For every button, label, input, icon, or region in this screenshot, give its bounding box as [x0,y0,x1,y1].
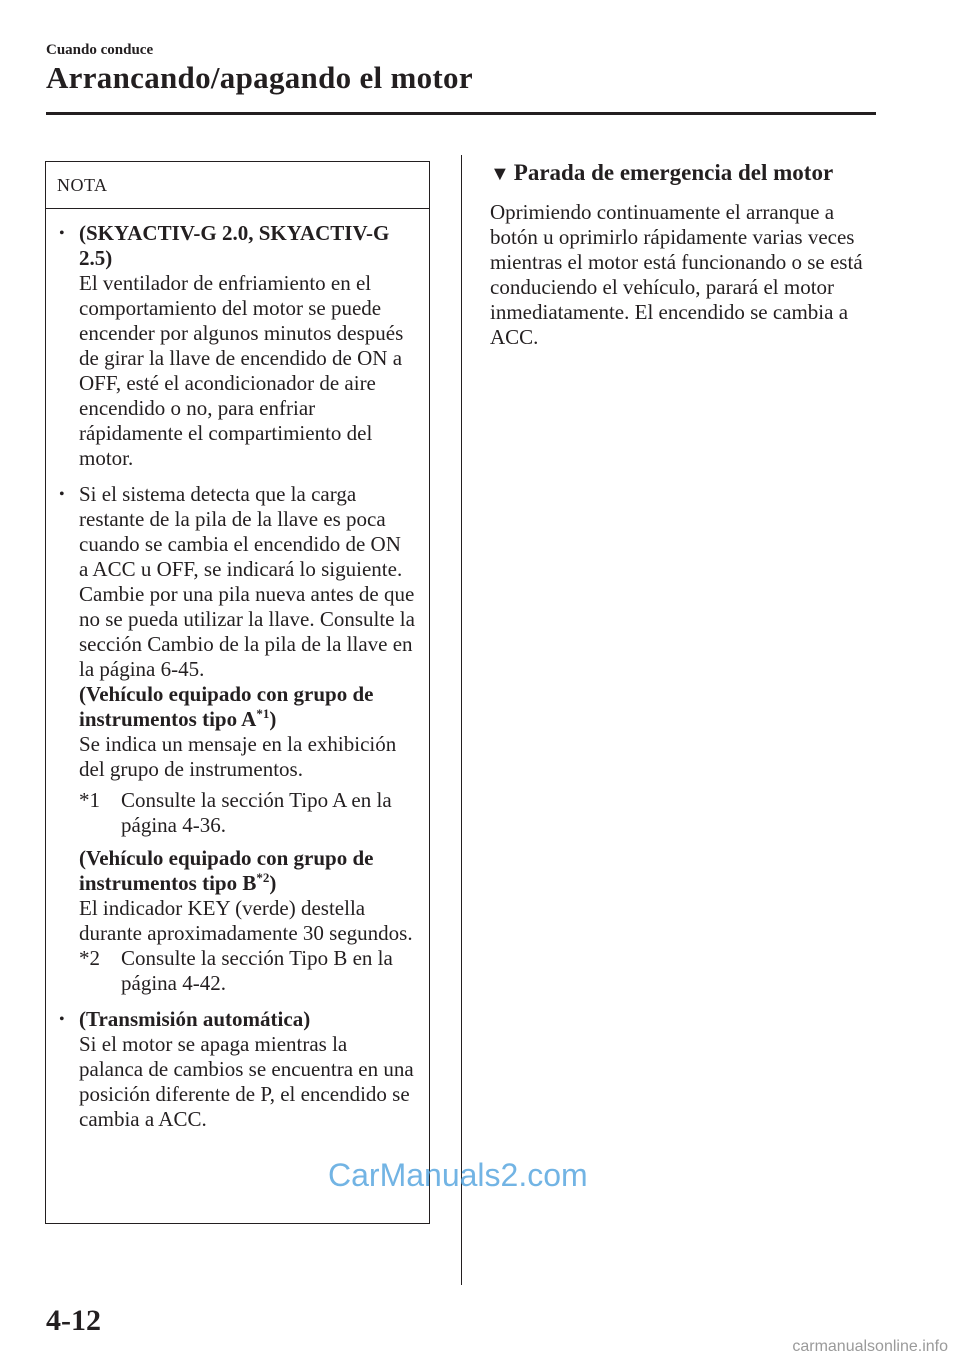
footnote-ref: *1 [256,706,270,721]
note-box [45,161,430,1224]
item-text: Si el motor se apaga mientras la palanca de cambios se encuentra en una posición diferente de P, el encendido se cambia a ACC. [79,1032,414,1131]
bullet-icon: • [59,486,65,503]
triangle-down-icon: ▼ [490,163,510,185]
column-divider [461,155,462,1285]
page-number: 4-12 [46,1304,101,1337]
subheading-type-a [79,682,415,732]
item-heading: (SKYACTIV-G 2.0, SKYACTIV-G 2.5) [79,221,390,270]
note-body [46,209,429,1132]
type-a-text: Se indica un mensaje en la exhibición del grupo de instrumentos. [79,732,397,781]
subheading-close: ) [269,871,277,895]
note-heading: NOTA [46,162,429,209]
section-label: Cuando conduce [46,42,154,58]
footnote-mark: *1 [79,788,100,812]
item-text: Si el sistema detecta que la carga restante de la pila de la llave es poca cuando se cambia el encendido de ON a ACC u OFF, se indicará lo siguiente. [79,482,403,581]
page-title: Arrancando/apagando el motor [46,60,473,95]
footnote-1 [79,788,415,838]
bullet-icon: • [59,225,65,242]
bullet-icon: • [59,1011,65,1028]
title-rule [46,112,876,115]
footnote-text: Consulte la sección Tipo A en la página 4-36. [121,788,392,837]
footer-site: carmanualsonline.info [792,1338,948,1355]
emergency-text: Oprimiendo continuamente el arranque a botón u oprimirlo rápidamente varias veces mientras el motor está funcionando o se está conduciendo el vehículo, parará el motor inmediatamente. El encendido se cambia a ACC. [490,200,863,349]
footnote-text: Consulte la sección Tipo B en la página 4-42. [121,946,393,995]
note-item-key-battery [59,482,415,996]
type-b-text: El indicador KEY (verde) destella durante aproximadamente 30 segundos. [79,896,413,945]
footnote-mark: *2 [79,946,100,970]
watermark-logo: CarManuals2.com [328,1157,588,1193]
subheading-type-b [79,846,415,896]
emergency-heading-text: Parada de emergencia del motor [513,160,834,185]
footnote-ref: *2 [256,870,270,885]
footnote-2 [79,946,415,996]
note-item-skyactiv [59,221,415,471]
item-heading: (Transmisión automática) [79,1007,311,1031]
subheading-text: (Vehículo equipado con grupo de instrumentos tipo A [79,682,374,731]
emergency-heading [490,160,833,186]
item-text: El ventilador de enfriamiento en el comportamiento del motor se puede encender por algunos minutos después de girar la llave de encendido de ON a OFF, esté el acondicionador de aire encendido o no, para enfriar rápidamente el compartimiento del motor. [79,271,404,470]
note-item-automatic [59,1007,415,1132]
subheading-close: ) [269,707,277,731]
subheading-text: (Vehículo equipado con grupo de instrumentos tipo B [79,846,374,895]
item-text-2: Cambie por una pila nueva antes de que no se pueda utilizar la llave. Consulte la sección Cambio de la pila de la llave en la página 6-45. [79,582,415,681]
